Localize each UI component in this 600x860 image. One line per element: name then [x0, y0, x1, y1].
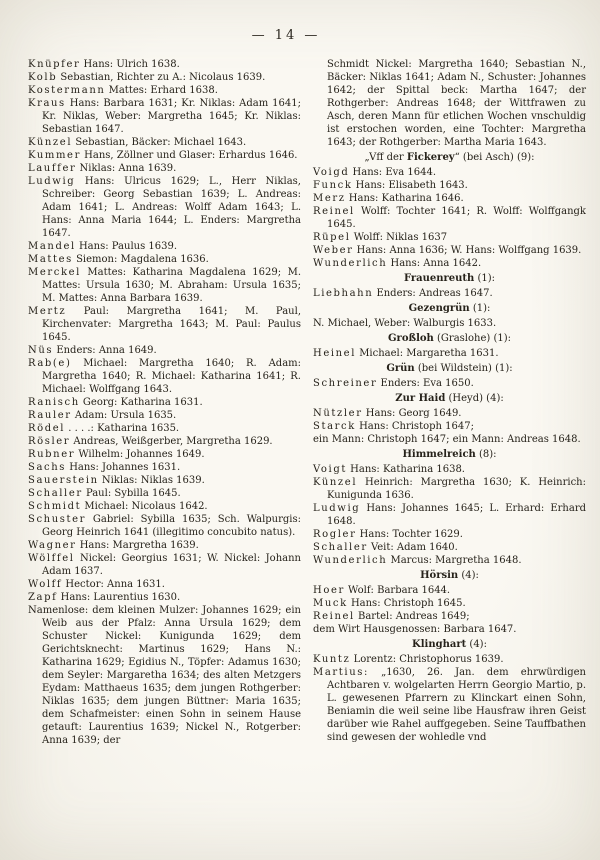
- register-entry: [313, 287, 586, 300]
- surname: Wagner: [28, 540, 77, 551]
- entry-text: Hans: Laurentius 1630.: [60, 592, 181, 603]
- register-entry: [313, 463, 586, 476]
- register-entry: [28, 357, 301, 396]
- surname: Weber: [313, 245, 354, 256]
- surname: Sachs: [28, 462, 66, 473]
- surname: Kuntz: [313, 654, 351, 665]
- entry-text: Paul: Sybilla 1645.: [85, 488, 181, 499]
- entry-text: Hans: Tochter 1629.: [359, 529, 463, 540]
- entry-text: Enders: Andreas 1647.: [376, 288, 493, 299]
- entry-text: Enders: Eva 1650.: [380, 378, 474, 389]
- register-entry: [313, 502, 586, 528]
- entry-text: Mattes: Erhard 1638.: [108, 85, 218, 96]
- entry-text: Georg: Katharina 1631.: [82, 397, 203, 408]
- surname: Wunderlich: [313, 258, 388, 269]
- register-entry: [28, 240, 301, 253]
- register-entry: [28, 162, 301, 175]
- surname: Funck: [313, 180, 353, 191]
- surname: Wolff: [28, 579, 63, 590]
- entry-text: dem Wirt Hausgenossen: Barbara 1647.: [313, 624, 517, 635]
- surname: Merckel: [28, 267, 81, 278]
- entry-text: Hans: Johannes 1631.: [69, 462, 181, 473]
- entry-text: Hans: Katharina 1646.: [348, 193, 464, 204]
- entry-text: Niklas: Niklas 1639.: [101, 475, 205, 486]
- surname: Mandel: [28, 241, 76, 252]
- surname: Zapf: [28, 592, 58, 603]
- surname: Sauerstein: [28, 475, 99, 486]
- heading-suffix: (4):: [466, 639, 487, 650]
- text-columns: [28, 58, 586, 747]
- entry-text: Hans: Paulus 1639.: [78, 241, 178, 252]
- register-entry: [28, 253, 301, 266]
- entry-text: Sebastian, Richter zu A.: Nicolaus 1639.: [60, 72, 266, 83]
- register-entry: [28, 97, 301, 136]
- register-entry: [28, 409, 301, 422]
- entry-text: Hans: Christoph 1645.: [350, 598, 466, 609]
- heading-suffix: (1):: [469, 303, 491, 314]
- register-entry: [28, 513, 301, 539]
- surname: Namenlose:: [28, 605, 89, 616]
- register-entry: [28, 474, 301, 487]
- register-entry: [313, 231, 586, 244]
- heading-suffix: “ (bei Asch) (9):: [454, 152, 535, 163]
- surname: Ludwig: [313, 503, 361, 514]
- register-entry: [28, 305, 301, 344]
- entry-text: N. Michael, Weber: Walburgis 1633.: [313, 318, 497, 329]
- register-entry: [28, 422, 301, 435]
- register-entry: [28, 149, 301, 162]
- entry-text: Mattes: Katharina Magdalena 1629; M. Mattes: Ursula 1630; M. Abraham: Ursula 1635; M. Mattes: Anna Barbara 1639.: [42, 267, 301, 304]
- surname: Liebhahn: [313, 288, 374, 299]
- entry-text: Hans: Barbara 1631; Kr. Niklas: Adam 1641; Kr. Niklas, Weber: Margretha 1645; Kr. Niklas: Sebastian 1647.: [42, 98, 301, 135]
- entry-text: Andreas, Weißgerber, Margretha 1629.: [73, 436, 273, 447]
- surname: Voigt: [313, 464, 347, 475]
- register-entry: [313, 205, 586, 231]
- register-entry: [28, 266, 301, 305]
- entry-text: Enders: Anna 1649.: [56, 345, 157, 356]
- surname: Rubner: [28, 449, 76, 460]
- entry-text: Wilhelm: Johannes 1649.: [78, 449, 205, 460]
- surname: Schmidt: [28, 501, 82, 512]
- register-entry: [313, 257, 586, 270]
- entry-text: Hans: Johannes 1645; L. Erhard: Erhard 1648.: [327, 503, 586, 527]
- surname: Kraus: [28, 98, 66, 109]
- surname: Ranisch: [28, 397, 80, 408]
- entry-text: Hans: Ulrich 1638.: [83, 59, 180, 70]
- section-heading: [313, 332, 586, 345]
- surname: Muck: [313, 598, 348, 609]
- surname: Mertz: [28, 306, 67, 317]
- place-name: Großloh: [388, 333, 434, 344]
- entry-text: Niklas: Anna 1639.: [79, 163, 177, 174]
- register-entry: [28, 175, 301, 240]
- heading-suffix: (8):: [475, 449, 497, 460]
- surname: Rüpel: [313, 232, 351, 243]
- entry-text: ein Mann: Christoph 1647; ein Mann: Andreas 1648.: [313, 434, 581, 445]
- register-entry: [28, 500, 301, 513]
- surname: Wölffel: [28, 553, 75, 564]
- register-entry: [28, 448, 301, 461]
- surname: Reinel: [313, 611, 355, 622]
- heading-suffix: (Graslohe) (1):: [433, 333, 511, 344]
- left-column: [28, 58, 301, 747]
- surname: Rödel: [28, 423, 66, 434]
- entry-text: Wolff: Tochter 1641; R. Wolff: Wolffgangk 1645.: [327, 206, 586, 230]
- place-name: Zur Haid: [395, 393, 446, 404]
- register-entry: [313, 407, 586, 420]
- register-entry: [313, 653, 586, 666]
- entry-text: Paul: Margretha 1641; M. Paul, Kirchenvater: Margretha 1643; M. Paul: Paulus 1645.: [42, 306, 301, 343]
- heading-suffix: (1):: [474, 273, 496, 284]
- place-name: Hörsin: [420, 570, 459, 581]
- surname: Kolb: [28, 72, 58, 83]
- entry-text: Michael: Margaretha 1631.: [359, 348, 499, 359]
- entry-text: Gabriel: Sybilla 1635; Sch. Walpurgis: Georg Heinrich 1641 (illegitimo concubito natus).: [42, 514, 302, 538]
- surname: Reinel: [313, 206, 355, 217]
- surname: Schaller: [28, 488, 83, 499]
- register-entry: [313, 597, 586, 610]
- register-entry: [28, 539, 301, 552]
- heading-suffix: (bei Wildstein) (1):: [414, 363, 513, 374]
- entry-text: Hans: Katharina 1638.: [350, 464, 465, 475]
- place-name: Grün: [386, 363, 415, 374]
- place-name: Frauenreuth: [403, 273, 475, 284]
- surname: Heinel: [313, 348, 356, 359]
- surname: Lauffer: [28, 163, 77, 174]
- entry-text: Hans: Margretha 1639.: [79, 540, 199, 551]
- register-entry: [28, 487, 301, 500]
- register-entry: [28, 396, 301, 409]
- entry-text: Michael: Margretha 1640; R. Adam: Margretha 1640; R. Michael: Katharina 1641; R. Michael: Wolffgang 1643.: [42, 358, 302, 395]
- entry-text: Lorentz: Christophorus 1639.: [353, 654, 504, 665]
- register-entry: [313, 317, 586, 330]
- register-entry: [28, 58, 301, 71]
- surname: Mattes: [28, 254, 73, 265]
- page-number: — 14 —: [251, 28, 321, 43]
- section-heading: [313, 272, 586, 285]
- entry-text: dem kleinen Mulzer: Johannes 1629; ein Weib aus der Pfalz: Anna Ursula 1629; dem Schuster Nickel: Kunigunda 1629; dem Gerichtsknecht: Martinus 1629; Hans N.: Katharina 1629; Egidius N., Töpfer: Adamus 1630; dem Seyler: Margaretha 1634; des alten Metzgers Eydam: Matthaeus 1635; dem jungen Rothgerber: Niklas 1635; dem jungen Büttner: Maria 1635; dem Schafmeister: einen Sohn in seinem Hause getauft: Laurentius 1639; Nickel N., Rotgerber: Anna 1639; der: [42, 605, 301, 746]
- register-entry: [313, 347, 586, 360]
- entry-text: Veit: Adam 1640.: [370, 542, 458, 553]
- surname: Rogler: [313, 529, 357, 540]
- register-entry: [313, 584, 586, 597]
- surname: Nüs: [28, 345, 54, 356]
- surname: Künzel: [28, 137, 73, 148]
- register-entry: [28, 578, 301, 591]
- place-name: Himmelreich: [402, 449, 476, 460]
- section-heading: [313, 638, 586, 651]
- surname: Knüpfer: [28, 59, 81, 70]
- entry-text: Hans: Christoph 1647;: [359, 421, 474, 432]
- register-entry: [313, 244, 586, 257]
- surname: Kummer: [28, 150, 81, 161]
- surname: Voigd: [313, 167, 350, 178]
- entry-text: Marcus: Margretha 1648.: [390, 555, 522, 566]
- entry-text: Hans: Anna 1642.: [390, 258, 482, 269]
- heading-suffix: (Heyd) (4):: [445, 393, 504, 404]
- surname: Rauler: [28, 410, 72, 421]
- entry-text: Wolff: Niklas 1637: [353, 232, 448, 243]
- register-entry: [28, 435, 301, 448]
- entry-text: „1630, 26. Jan. dem ehrwürdigen Achtbaren v. wolgelarten Herrn Georgio Martio, p. L. gewesenen Pfarrern zu Klinckart einen Sohn, Beniamin die weil seine libe Hausfraw ihren Geist darüber wie Rahel auffgegeben. Seine Tauffbathen sind gewesen der wohledle vnd: [327, 667, 586, 743]
- entry-text: Sebastian, Bäcker: Michael 1643.: [75, 137, 247, 148]
- surname: Martius:: [313, 667, 369, 678]
- register-entry: [28, 344, 301, 357]
- entry-text: Bartel: Andreas 1649;: [358, 611, 470, 622]
- place-name: Gezengrün: [408, 303, 470, 314]
- heading-prefix: „Vff der: [364, 152, 407, 163]
- register-entry: [28, 84, 301, 97]
- register-entry: [28, 136, 301, 149]
- section-heading: [313, 151, 586, 164]
- register-entry: [313, 420, 586, 433]
- entry-text: Heinrich: Margretha 1630; K. Heinrich: Kunigunda 1636.: [327, 477, 586, 501]
- entry-text: Michael: Nicolaus 1642.: [84, 501, 208, 512]
- register-entry: [313, 554, 586, 567]
- entry-text: Wolf: Barbara 1644.: [348, 585, 451, 596]
- entry-text: Nickel: Georgius 1631; W. Nickel: Johann Adam 1637.: [42, 553, 301, 577]
- register-entry: [28, 552, 301, 578]
- surname: Nützler: [313, 408, 363, 419]
- surname: Rösler: [28, 436, 71, 447]
- entry-text: Hans, Zöllner und Glaser: Erhardus 1646.: [84, 150, 298, 161]
- entry-text: Adam: Ursula 1635.: [74, 410, 177, 421]
- register-entry: [313, 476, 586, 502]
- register-entry: [313, 528, 586, 541]
- register-entry: [313, 433, 586, 446]
- register-entry: [313, 666, 586, 744]
- register-entry: [28, 461, 301, 474]
- surname: Merz: [313, 193, 346, 204]
- entry-text: Hans: Georg 1649.: [365, 408, 462, 419]
- right-column: [313, 58, 586, 747]
- entry-text: Schmidt Nickel: Margretha 1640; Sebastian N., Bäcker: Niklas 1641; Adam N., Schuster: Johannes 1642; der Spittal beck: Martha 1647; der Rothgerber: Andreas 1648; der Wittfrawen zu Asch, deren Mann für etlichen Wochen vnschuldig ist erstochen worden, eine Tochter: Margretha 1643; der Rothgerber: Martha Maria 1643.: [327, 59, 586, 148]
- surname: Rab(e): [28, 358, 72, 369]
- entry-text: . . . .: Katharina 1635.: [68, 423, 180, 434]
- register-entry: [313, 192, 586, 205]
- register-entry: [313, 166, 586, 179]
- register-entry: [313, 541, 586, 554]
- section-heading: [313, 302, 586, 315]
- section-heading: [313, 392, 586, 405]
- register-entry: [313, 623, 586, 636]
- register-entry: [313, 377, 586, 390]
- surname: Starck: [313, 421, 356, 432]
- entry-text: Hans: Anna 1636; W. Hans: Wolffgang 1639.: [356, 245, 582, 256]
- entry-text: Hans: Eva 1644.: [352, 167, 437, 178]
- surname: Künzel: [313, 477, 358, 488]
- surname: Wunderlich: [313, 555, 388, 566]
- section-heading: [313, 569, 586, 582]
- surname: Kostermann: [28, 85, 106, 96]
- section-heading: [313, 448, 586, 461]
- register-entry: [28, 604, 301, 747]
- surname: Ludwig: [28, 176, 76, 187]
- register-entry: [313, 610, 586, 623]
- surname: Schuster: [28, 514, 86, 525]
- entry-text: Siemon: Magdalena 1636.: [76, 254, 209, 265]
- section-heading: [313, 362, 586, 375]
- place-name: Fickerey: [406, 152, 455, 163]
- continuation-paragraph: [313, 58, 586, 149]
- register-entry: [313, 179, 586, 192]
- heading-suffix: (4):: [458, 570, 479, 581]
- entry-text: Hans: Elisabeth 1643.: [355, 180, 468, 191]
- surname: Schreiner: [313, 378, 378, 389]
- surname: Hoer: [313, 585, 345, 596]
- register-entry: [28, 71, 301, 84]
- surname: Schaller: [313, 542, 368, 553]
- entry-text: Hans: Ulricus 1629; L., Herr Niklas, Schreiber: Georg Sebastian 1639; L. Andreas: Adam 1641; L. Andreas: Wolff Adam 1643; L. Hans: Anna Maria 1644; L. Enders: Margretha 1647.: [42, 176, 301, 239]
- register-entry: [28, 591, 301, 604]
- place-name: Klinghart: [412, 639, 467, 650]
- entry-text: Hector: Anna 1631.: [65, 579, 165, 590]
